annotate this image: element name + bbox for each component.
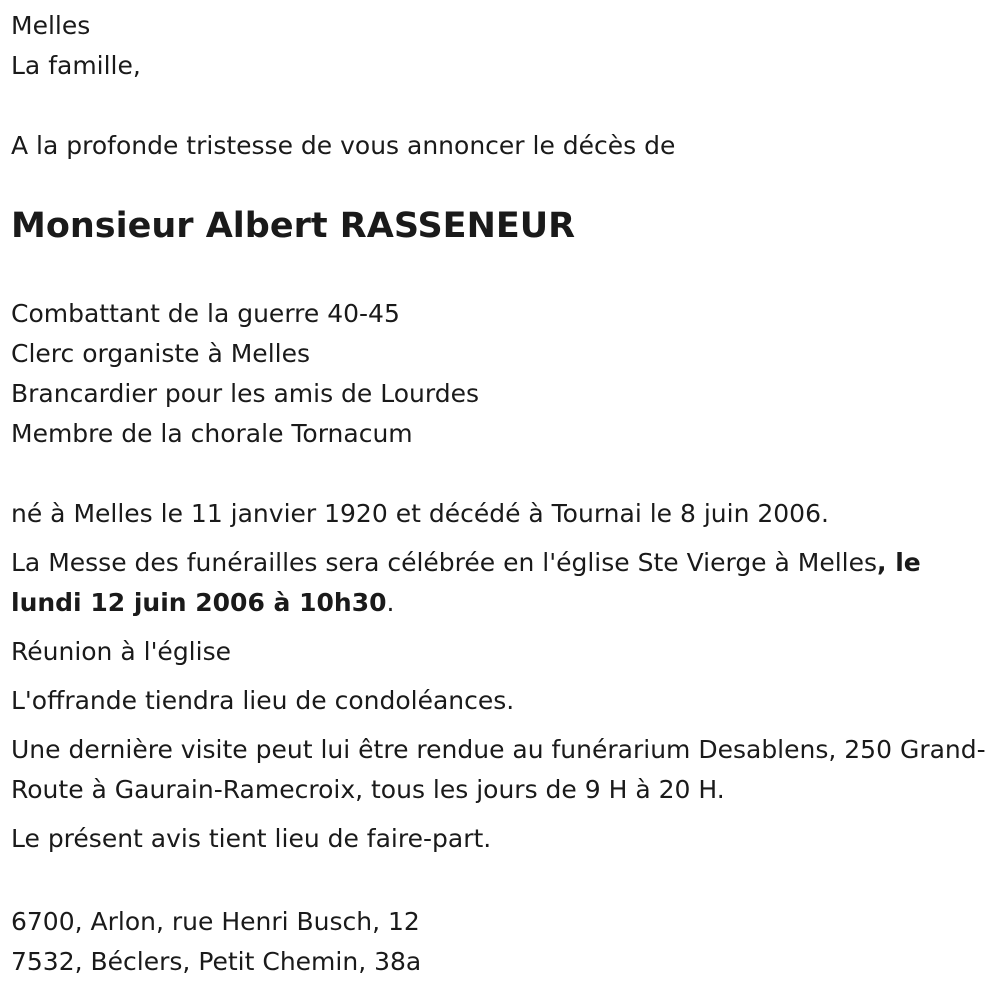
titles-list	[11, 294, 479, 454]
place-text: Melles	[11, 11, 91, 40]
header-block	[11, 6, 141, 86]
title-item: Membre de la chorale Tornacum	[11, 419, 413, 448]
notice-text: Le présent avis tient lieu de faire-part.	[11, 824, 492, 853]
meeting-text: Réunion à l'église	[11, 637, 231, 666]
intro-block	[11, 126, 675, 166]
offering-text: L'offrande tiendra lieu de condoléances.	[11, 686, 515, 715]
address-item: 6700, Arlon, rue Henri Busch, 12	[11, 907, 420, 936]
family-text: La famille,	[11, 51, 141, 80]
address-item: 7532, Béclers, Petit Chemin, 38a	[11, 947, 422, 976]
mass-end: .	[386, 588, 395, 617]
title-item: Clerc organiste à Melles	[11, 339, 310, 368]
title-item: Brancardier pour les amis de Lourdes	[11, 379, 479, 408]
name-block	[11, 206, 575, 246]
details-block	[11, 494, 986, 868]
visit-text: Une dernière visite peut lui être rendue au funérarium Desablens, 250 Grand-Route à Gaurain-Ramecroix, tous les jours de 9 H à 20 H.	[11, 735, 986, 804]
deceased-name: Monsieur Albert RASSENEUR	[11, 206, 576, 246]
mass-date: , le lundi 12 juin 2006 à 10h30	[11, 548, 921, 617]
addresses-block	[11, 902, 421, 982]
intro-text: A la profonde tristesse de vous annoncer le décès de	[11, 131, 676, 160]
birth-death-text: né à Melles le 11 janvier 1920 et décédé à Tournai le 8 juin 2006.	[11, 499, 829, 528]
title-item: Combattant de la guerre 40-45	[11, 299, 400, 328]
mass-text: La Messe des funérailles sera célébrée en l'église Ste Vierge à Melles	[11, 548, 878, 577]
mass-paragraph	[11, 543, 986, 623]
